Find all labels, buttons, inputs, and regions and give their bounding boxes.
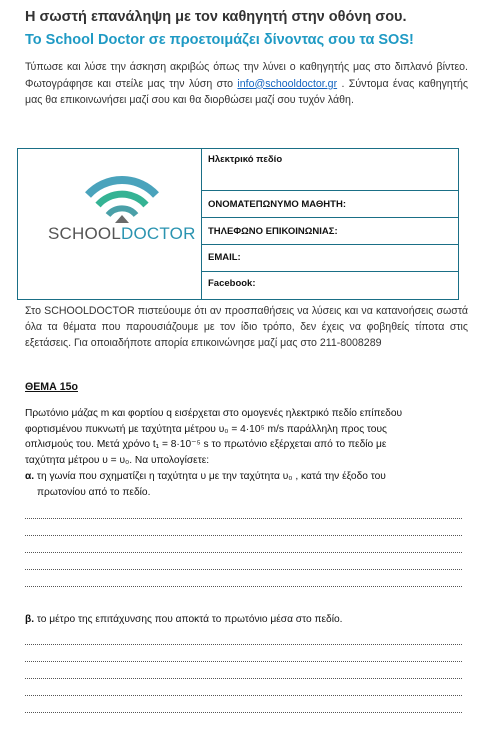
problem-line-3: οπλισμούς του. Μετά χρόνο t₁ = 8·10⁻⁵ s το πρωτόνιο εξέρχεται από το πεδίο με [25, 439, 387, 450]
question-a [25, 469, 465, 500]
problem-line-2: φορτισμένου πυκνωτή με ταχύτητα μέτρου υ₀ = 4·10⁵ m/s παράλληλη προς τους [25, 423, 387, 435]
question-a-text: τη γωνία που σχηματίζει η ταχύτητα υ με την ταχύτητα υ₀ , κατά την έξοδο του [34, 471, 386, 482]
answer-line[interactable] [25, 695, 462, 696]
phone-label: ΤΗΛΕΦΩΝΟ ΕΠΙΚΟΙΝΩΝΙΑΣ: [208, 226, 338, 237]
phone-row[interactable] [202, 218, 458, 245]
intro-text [25, 59, 468, 109]
problem-statement [25, 406, 470, 468]
intro-text-after: . Σύντομα ένας καθηγητής μας θα επικοινωνήσει μαζί σου και θα διορθώσει μαζί σου τυχόν λάθη. [25, 77, 468, 106]
email-label: EMAIL: [208, 252, 241, 263]
answer-line[interactable] [25, 661, 462, 662]
intro-text-before: Τύπωσε και λύσε την άσκηση ακριβώς όπως την λύνει ο καθηγητής μας στο διπλανό βίντεο. Φωτογράφησε και στείλε μας την λύση στο [25, 61, 468, 90]
answer-line[interactable] [25, 712, 462, 713]
answer-line[interactable] [25, 644, 462, 645]
subject-row [202, 149, 458, 191]
name-label: ΟΝΟΜΑΤΕΠΩΝΥΜΟ ΜΑΘΗΤΗ: [208, 199, 346, 210]
answer-line[interactable] [25, 518, 462, 519]
theme-title: ΘΕΜΑ 15ο [25, 381, 78, 393]
question-a-text-2: πρωτονίου από το πεδίο. [37, 486, 151, 498]
info-paragraph: Στο SCHOOLDOCTOR πιστεύουμε ότι αν προσπαθήσεις να λύσεις και να κατανοήσεις σωστά όλα τα θέματα που παρουσιάζουμε με τον ίδιο τρόπο, δεν έχεις να φοβηθείς τίποτα στις εξετάσεις. Για οποιαδήποτε απορία επικοινώνησε μαζί μας στο 211-8008289 [25, 305, 468, 349]
subject-label: Ηλεκτρικό πεδίο [208, 154, 283, 165]
student-info-table [17, 148, 459, 300]
problem-line-4: ταχύτητα μέτρου υ = υ₀. Να υπολογίσετε: [25, 454, 210, 466]
question-b-text: το μέτρο της επιτάχυνσης που αποκτά το πρωτόνιο μέσα στο πεδίο. [34, 614, 343, 625]
question-b [25, 612, 465, 628]
email-link[interactable]: info@schooldoctor.gr [237, 77, 338, 90]
answer-line[interactable] [25, 569, 462, 570]
facebook-label: Facebook: [208, 278, 256, 289]
answer-line[interactable] [25, 552, 462, 553]
logo-part-school: SCHOOL [48, 224, 121, 243]
answer-line[interactable] [25, 535, 462, 536]
facebook-row[interactable] [202, 272, 458, 299]
logo-part-doctor: DOCTOR [121, 224, 196, 243]
question-a-label: α. [25, 471, 35, 482]
question-b-label: β. [25, 614, 35, 625]
email-row[interactable] [202, 245, 458, 272]
problem-line-1: Πρωτόνιο μάζας m και φορτίου q εισέρχεται στο ομογενές ηλεκτρικό πεδίο επίπεδου [25, 408, 403, 419]
name-row[interactable] [202, 191, 458, 218]
header-title: Η σωστή επανάληψη με τον καθηγητή στην οθόνη σου. [25, 9, 407, 25]
logo-cell [18, 149, 202, 299]
answer-line[interactable] [25, 586, 462, 587]
logo-wordmark [48, 224, 196, 244]
header-subtitle: Το School Doctor σε προετοιμάζει δίνοντας σου τα SOS! [25, 32, 414, 48]
answer-line[interactable] [25, 678, 462, 679]
